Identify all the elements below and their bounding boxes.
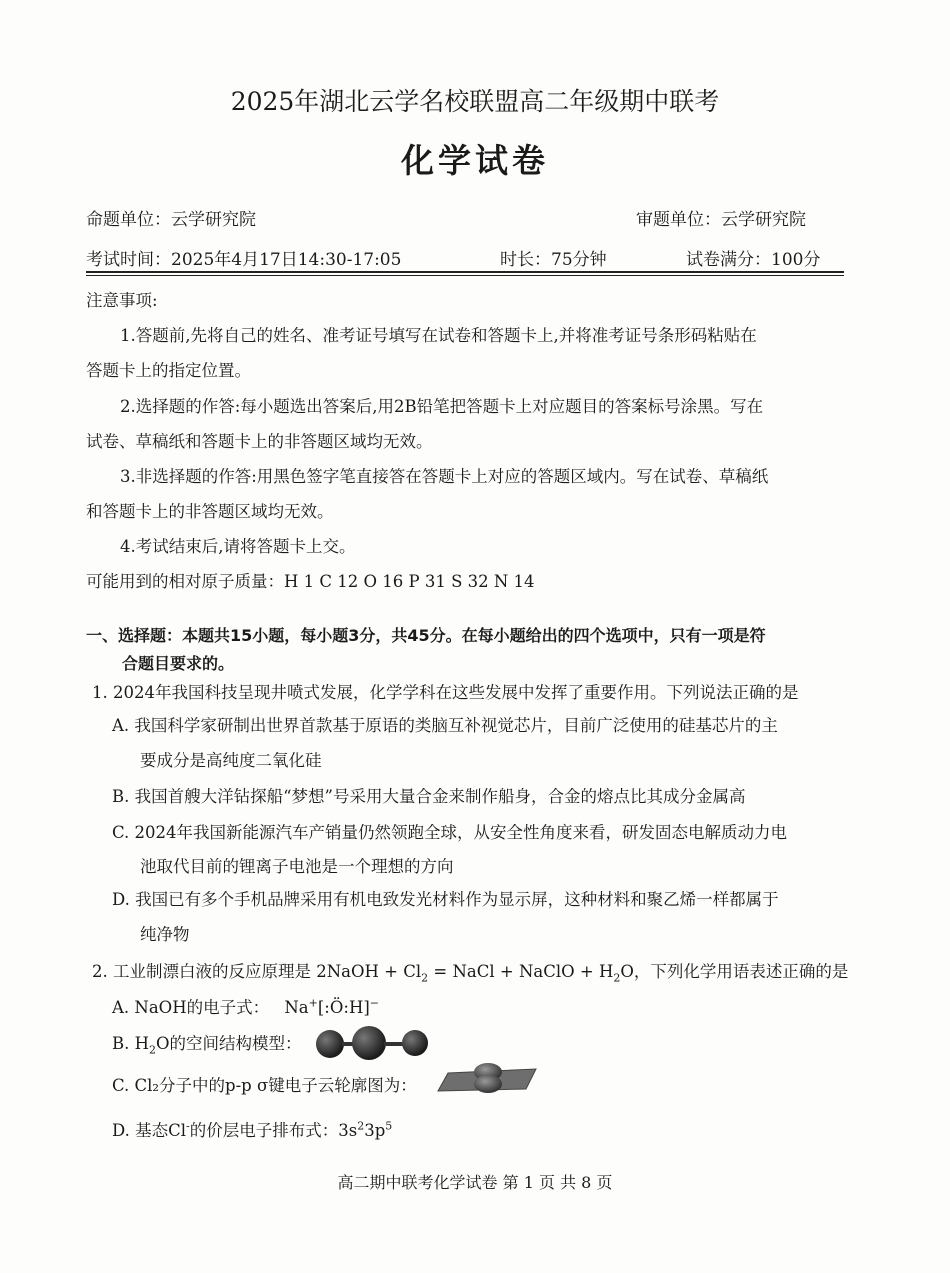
section-heading-cont: 合题目要求的。 [122,654,235,673]
q1-option-b: B. 我国首艘大洋钻探船“梦想”号采用大量合金来制作船身，合金的熔点比其成分金属高 [112,787,746,806]
reviewer: 审题单位：云学研究院 [636,210,806,230]
proposer: 命题单位：云学研究院 [86,210,256,230]
exam-time: 考试时间：2025年4月17日14:30-17:05 [86,250,402,270]
q1-option-d: D. 我国已有多个手机品牌采用有机电致发光材料作为显示屏，这种材料和聚乙烯一样都属于 [112,890,779,909]
header-rule-thin [86,275,844,276]
sigma-bond-cloud-image [436,1061,540,1095]
q2-option-c: C. Cl₂分子中的p-p σ键电子云轮廓图为： [112,1076,417,1095]
naoh-electron-formula: Na+[:Ö:H]− [284,996,379,1017]
q2-option-b: B. $H_2O$的空间结构模型： [112,1034,302,1057]
notice-item-3-cont: 和答题卡上的非答题区域均无效。 [86,502,334,521]
notice-item-3: 3.非选择题的作答:用黑色签字笔直接答在答题卡上对应的答题区域内。写在试卷、草稿纸 [120,467,769,486]
q1-option-a: A. 我国科学家研制出世界首款基于原语的类脑互补视觉芯片，目前广泛使用的硅基芯片的主 [112,716,778,735]
page-footer: 高二期中联考化学试卷 第 1 页 共 8 页 [337,1173,613,1192]
q1-option-d-cont: 纯净物 [140,925,190,944]
notice-heading: 注意事项: [86,291,158,310]
full-score: 试卷满分：100分 [686,250,821,270]
notice-item-2-cont: 试卷、草稿纸和答题卡上的非答题区域均无效。 [86,432,433,451]
q1-option-a-cont: 要成分是高纯度二氧化硅 [140,751,322,770]
q1-option-c-cont: 池取代目前的锂离子电池是一个理想的方向 [140,857,454,876]
q2-option-d: D. 基态Cl-的价层电子排布式：$3s^23p^5$ [112,1119,393,1140]
atomic-masses: 可能用到的相对原子质量：H 1 C 12 O 16 P 31 S 32 N 14 [86,572,535,591]
duration: 时长：75分钟 [500,250,607,270]
q1-option-c: C. 2024年我国新能源汽车产销量仍然领跑全球，从安全性角度来看，研发固态电解质动力电 [112,823,788,842]
notice-item-1: 1.答题前,先将自己的姓名、准考证号填写在试卷和答题卡上,并将准考证号条形码粘贴在 [120,326,757,345]
q1-stem: 1. 2024年我国科技呈现井喷式发展，化学学科在这些发展中发挥了重要作用。下列说法正确的是 [92,683,799,702]
h2o-space-model [316,1024,436,1060]
q2-option-a: A. NaOH的电子式： Na+[:Ö:H]− [112,996,379,1017]
q2-stem: 2. 工业制漂白液的反应原理是 2NaOH + $Cl_2$ = NaCl + NaClO + $H_2O$，下列化学用语表述正确的是 [92,962,849,985]
notice-item-1-cont: 答题卡上的指定位置。 [86,361,251,380]
exam-title: 2025年湖北云学名校联盟高二年级期中联考 [230,87,720,116]
header-rule [86,271,844,273]
notice-item-2: 2.选择题的作答:每小题选出答案后,用2B铅笔把答题卡上对应题目的答案标号涂黑。写在 [120,397,764,416]
notice-item-4: 4.考试结束后,请将答题卡上交。 [120,537,356,556]
subject-title: 化学试卷 [401,141,549,180]
section-heading: 一、选择题：本题共15小题，每小题3分，共45分。在每小题给出的四个选项中，只有一项是符 [86,626,766,645]
